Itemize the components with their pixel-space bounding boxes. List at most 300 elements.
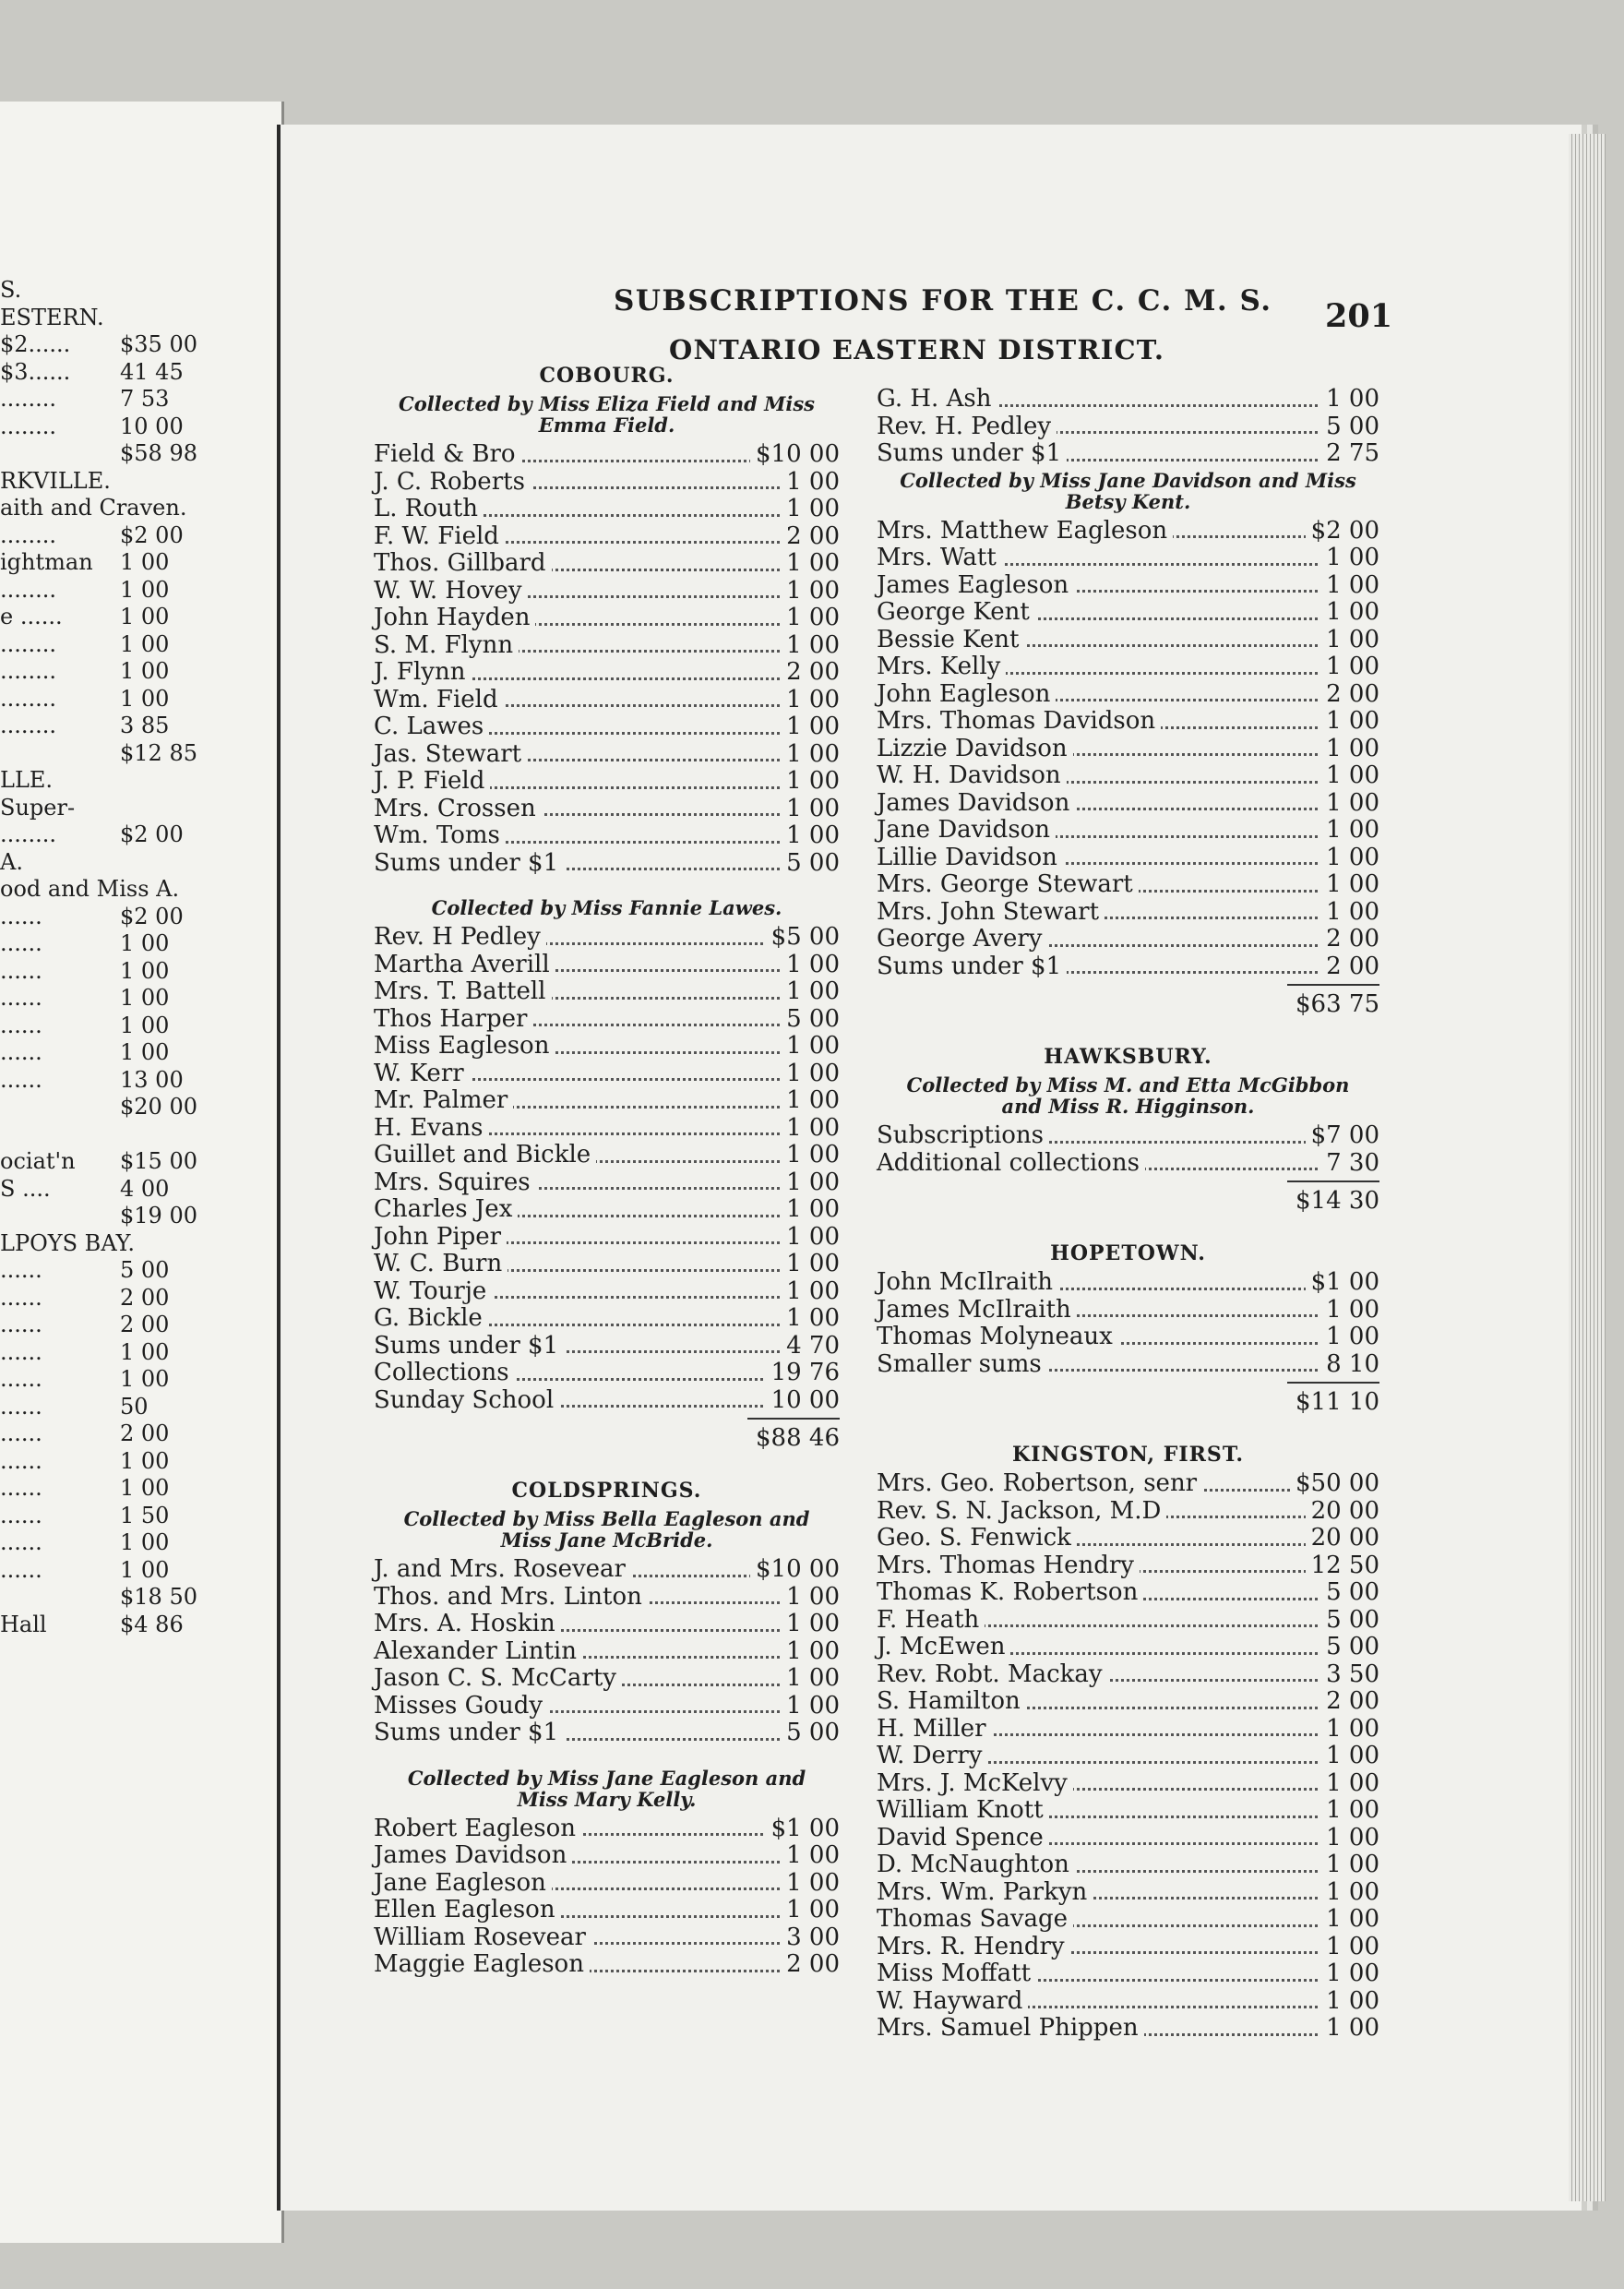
- subscriber-name: Guillet and Bickle: [374, 1142, 596, 1169]
- amount: 1 00: [1320, 545, 1379, 572]
- amount: 1 00: [781, 469, 840, 497]
- fragment-text: ......: [0, 1284, 42, 1311]
- amount: 2 00: [781, 659, 840, 687]
- fragment-text: RKVILLE.: [0, 467, 111, 494]
- list-item: [374, 523, 840, 551]
- amount: 1 00: [781, 1278, 840, 1306]
- amount: 1 00: [781, 605, 840, 632]
- subscriber-name: W. C. Burn: [374, 1251, 508, 1278]
- list-item: [374, 469, 840, 497]
- list-item: [374, 741, 840, 769]
- list-item: [877, 1470, 1379, 1498]
- section-title: KINGSTON, FIRST.: [1011, 1443, 1245, 1467]
- amount: 1 00: [781, 1665, 840, 1693]
- list-item: [374, 441, 840, 469]
- amount: 1 00: [781, 1897, 840, 1924]
- amount: 1 00: [781, 1087, 840, 1115]
- fragment-text: A.: [0, 848, 23, 875]
- fragment-amount: 7 53: [120, 386, 170, 412]
- list-item: [877, 386, 1379, 413]
- amount: 20 00: [1306, 1498, 1379, 1526]
- fragment-text: ood and Miss A.: [0, 876, 180, 902]
- subscriber-name: Charles Jex: [374, 1196, 518, 1224]
- subscriber-name: Collections: [374, 1360, 515, 1387]
- fragment-amount: 1 00: [120, 630, 170, 657]
- fragment-amount: 1 00: [120, 1529, 170, 1555]
- fragment-text: ......: [0, 1066, 42, 1093]
- amount: 2 00: [1320, 953, 1379, 981]
- list-item: [374, 1638, 840, 1666]
- fragment-text: ......: [0, 1475, 42, 1501]
- fragment-text: ociat'n: [0, 1148, 76, 1174]
- subscriber-name: Jason C. S. McCarty: [374, 1665, 622, 1693]
- amount: 12 50: [1306, 1552, 1379, 1580]
- amount: 1 00: [1320, 1324, 1379, 1351]
- subscriber-name: Mrs. Geo. Robertson, senr: [877, 1470, 1202, 1498]
- fragment-amount: 2 00: [120, 1312, 170, 1337]
- subscriber-name: Mrs. Squires: [374, 1169, 536, 1197]
- subscriber-name: Mr. Palmer: [374, 1087, 513, 1115]
- list-item: [374, 1033, 840, 1061]
- list-item: [374, 1870, 840, 1898]
- amount: 3 50: [1320, 1661, 1379, 1689]
- spacer: [374, 877, 840, 895]
- running-head: SUBSCRIPTIONS FOR THE C. C. M. S.: [614, 284, 1272, 318]
- section-title: COBOURG.: [539, 364, 675, 388]
- subscriber-name: Sums under $1: [877, 440, 1067, 468]
- amount: 7 30: [1320, 1150, 1379, 1178]
- subscriber-name: Rev. S. N. Jackson, M.D: [877, 1498, 1166, 1526]
- subscriber-name: Mrs. Thomas Davidson: [877, 708, 1161, 736]
- subscriber-name: John McIlraith: [877, 1269, 1058, 1297]
- spacer: [374, 1456, 840, 1475]
- list-item: [374, 768, 840, 796]
- amount: $5 00: [766, 924, 840, 952]
- amount: 1 00: [781, 1693, 840, 1720]
- amount: 1 00: [1320, 1879, 1379, 1907]
- subscriber-name: Mrs. Watt: [877, 545, 1002, 572]
- subscriber-name: Additional collections: [877, 1150, 1145, 1178]
- amount: 1 00: [1320, 762, 1379, 790]
- fragment-text: ......: [0, 1366, 42, 1392]
- subscriber-name: Mrs. T. Battell: [374, 978, 552, 1006]
- list-item: [877, 817, 1379, 845]
- subscriber-name: John Piper: [374, 1224, 507, 1252]
- subscriber-name: Lizzie Davidson: [877, 736, 1073, 763]
- fragment-text: ........: [0, 685, 57, 712]
- subscriber-name: Miss Moffatt: [877, 1960, 1036, 1988]
- fragment-text: ........: [0, 658, 57, 684]
- subscriber-name: S. M. Flynn: [374, 632, 519, 660]
- fragment-amount: 2 00: [120, 1420, 170, 1446]
- subscriber-name: Sums under $1: [374, 1720, 564, 1747]
- list-item: [877, 1525, 1379, 1552]
- list-item: [877, 1743, 1379, 1770]
- list-item: [374, 1924, 840, 1952]
- fragment-text: ......: [0, 1257, 42, 1283]
- list-item: [877, 1607, 1379, 1635]
- list-item: [374, 1224, 840, 1252]
- fragment-amount: 3 85: [120, 713, 170, 738]
- subscriber-name: James Davidson: [374, 1842, 572, 1870]
- amount: $7 00: [1306, 1122, 1379, 1150]
- amount: 1 00: [781, 1196, 840, 1224]
- fragment-amount: 50: [120, 1393, 149, 1420]
- subscriber-name: Sunday School: [374, 1387, 559, 1415]
- fragment-text: ......: [0, 957, 42, 984]
- fragment-amount: $19 00: [120, 1203, 197, 1228]
- fragment-amount: $2 00: [120, 821, 184, 847]
- subscriber-name: H. Evans: [374, 1115, 488, 1143]
- amount: 1 00: [781, 1061, 840, 1088]
- fragment-text: e ......: [0, 604, 63, 629]
- list-item: [877, 2015, 1379, 2043]
- fragment-text: ........: [0, 413, 57, 439]
- collector-note: Collected by Miss Bella Eagleson and Miss Jane McBride.: [403, 1507, 810, 1552]
- amount: 1 00: [781, 687, 840, 714]
- amount: 1 00: [781, 1842, 840, 1870]
- amount: 1 00: [781, 796, 840, 823]
- fragment-amount: 2 00: [120, 1284, 170, 1311]
- fragment-text: ......: [0, 1556, 42, 1583]
- subscriber-name: J. and Mrs. Rosevear: [374, 1556, 631, 1584]
- list-item: [877, 1688, 1379, 1716]
- section-title: HOPETOWN.: [1050, 1241, 1206, 1265]
- list-item: [374, 796, 840, 823]
- list-item: [374, 1556, 840, 1584]
- list-item: [374, 605, 840, 632]
- list-item: [374, 687, 840, 714]
- fragment-text: ......: [0, 1529, 42, 1555]
- fragment-amount: 5 00: [120, 1257, 170, 1283]
- amount: 1 00: [1320, 653, 1379, 681]
- fragment-text: $2......: [0, 331, 71, 357]
- amount: 1 00: [1320, 1743, 1379, 1770]
- fragment-text: LPOYS BAY.: [0, 1229, 136, 1256]
- list-item: [877, 1825, 1379, 1852]
- fragment-text: ........: [0, 821, 57, 847]
- list-item: [374, 1387, 840, 1415]
- collector-note: Collected by Miss Eliza Field and Miss Emma Field.: [398, 392, 816, 437]
- amount: 1 00: [1320, 1852, 1379, 1879]
- subscriber-name: Misses Goudy: [374, 1693, 548, 1720]
- amount: 3 00: [781, 1924, 840, 1952]
- list-item: [374, 978, 840, 1006]
- subscriber-name: Mrs. George Stewart: [877, 871, 1139, 899]
- list-item: [374, 1611, 840, 1638]
- subscriber-name: W. Hayward: [877, 1988, 1028, 2016]
- subscriber-name: John Eagleson: [877, 681, 1056, 709]
- list-item: [374, 578, 840, 605]
- amount: 1 00: [781, 1115, 840, 1143]
- fragment-amount: 4 00: [120, 1175, 170, 1202]
- subscriber-name: Jane Eagleson: [374, 1870, 552, 1898]
- subscriber-name: W. Derry: [877, 1743, 988, 1770]
- list-item: [877, 871, 1379, 899]
- fragment-text: aith and Craven.: [0, 495, 187, 521]
- fragment-text: S ....: [0, 1175, 51, 1202]
- subscriber-name: William Knott: [877, 1797, 1049, 1825]
- subscriber-name: J. C. Roberts: [374, 469, 531, 497]
- amount: 1 00: [781, 978, 840, 1006]
- list-item: [877, 1852, 1379, 1879]
- fragment-amount: $4 86: [120, 1611, 184, 1637]
- subscriber-name: F. W. Field: [374, 523, 505, 551]
- subscriber-name: W. W. Hovey: [374, 578, 528, 605]
- amount: $10 00: [750, 441, 840, 469]
- subscriber-name: S. Hamilton: [877, 1688, 1026, 1716]
- subscriber-name: F. Heath: [877, 1607, 985, 1635]
- fragment-amount: $2 00: [120, 903, 184, 929]
- amount: 5 00: [781, 1006, 840, 1034]
- subscriber-name: William Rosevear: [374, 1924, 591, 1952]
- fragment-text: ......: [0, 1338, 42, 1365]
- list-item: [877, 1716, 1379, 1744]
- list-item: [374, 1816, 840, 1843]
- subscriber-name: Jane Davidson: [877, 817, 1056, 845]
- fragment-text: ......: [0, 1312, 42, 1337]
- spacer: [877, 1219, 1379, 1238]
- amount: $50 00: [1290, 1470, 1379, 1498]
- amount: 2 00: [781, 523, 840, 551]
- fragment-amount: $35 00: [120, 331, 197, 357]
- list-item: [374, 1196, 840, 1224]
- amount: 1 00: [1320, 899, 1379, 927]
- fragment-amount: 41 45: [120, 358, 184, 385]
- list-item: [374, 1142, 840, 1169]
- amount: 1 00: [781, 1251, 840, 1278]
- list-item: [877, 1661, 1379, 1689]
- fragment-text: S.: [0, 277, 22, 303]
- subscriber-name: Mrs. Matthew Eagleson: [877, 518, 1173, 545]
- fragment-text: Super-: [0, 794, 76, 821]
- fragment-amount: 1 00: [120, 658, 170, 684]
- fragment-amount: 1 00: [120, 985, 170, 1011]
- fragment-amount: $20 00: [120, 1094, 197, 1120]
- list-item: [374, 1087, 840, 1115]
- subscriber-name: Thos. and Mrs. Linton: [374, 1584, 648, 1612]
- amount: 1 00: [1320, 1825, 1379, 1852]
- list-item: [374, 1305, 840, 1333]
- amount: 1 00: [1320, 1297, 1379, 1324]
- page-number: 201: [1325, 297, 1393, 335]
- subscriber-name: James Eagleson: [877, 572, 1074, 600]
- list-item: [877, 599, 1379, 627]
- fragment-amount: 1 00: [120, 1556, 170, 1583]
- subscriber-name: Lillie Davidson: [877, 845, 1063, 872]
- amount: 2 00: [1320, 681, 1379, 709]
- list-item: [374, 1584, 840, 1612]
- amount: 1 00: [781, 741, 840, 769]
- section-total: $88 46: [756, 1424, 840, 1452]
- list-item: [877, 1122, 1379, 1150]
- list-item: [877, 440, 1379, 468]
- list-item: [877, 1634, 1379, 1661]
- list-item: [877, 1797, 1379, 1825]
- subscriber-name: Sums under $1: [877, 953, 1067, 981]
- list-item: [877, 653, 1379, 681]
- amount: 1 00: [781, 1033, 840, 1061]
- subscriber-name: Mrs. A. Hoskin: [374, 1611, 561, 1638]
- fragment-amount: 1 00: [120, 1338, 170, 1365]
- subscriber-name: Mrs. Kelly: [877, 653, 1006, 681]
- fragment-text: ......: [0, 1502, 42, 1528]
- fragment-amount: 1 00: [120, 1447, 170, 1474]
- list-item: [877, 1934, 1379, 1961]
- fragment-text: ......: [0, 1420, 42, 1446]
- list-item: [877, 545, 1379, 572]
- amount: 1 00: [1320, 2015, 1379, 2043]
- subscriber-name: Robert Eagleson: [374, 1816, 581, 1843]
- fragment-amount: 1 00: [120, 1366, 170, 1392]
- list-item: [374, 659, 840, 687]
- list-item: [374, 850, 840, 878]
- fragment-amount: 1 00: [120, 685, 170, 712]
- collector-note: Collected by Miss M. and Etta McGibbon and Miss R. Higginson.: [906, 1073, 1350, 1118]
- list-item: [374, 1951, 840, 1979]
- section-total: $14 30: [1296, 1187, 1379, 1215]
- list-item: [374, 822, 840, 850]
- list-item: [374, 1061, 840, 1088]
- subscriber-name: Smaller sums: [877, 1351, 1047, 1379]
- amount: 5 00: [781, 850, 840, 878]
- spacer: [877, 1420, 1379, 1439]
- amount: 1 00: [1320, 386, 1379, 413]
- list-item: [877, 681, 1379, 709]
- amount: $10 00: [750, 1556, 840, 1584]
- subscriber-name: James McIlraith: [877, 1297, 1077, 1324]
- amount: 1 00: [1320, 790, 1379, 818]
- fragment-text: ......: [0, 1012, 42, 1038]
- list-item: [877, 1498, 1379, 1526]
- fragment-text: ........: [0, 630, 57, 657]
- amount: 1 00: [1320, 1960, 1379, 1988]
- list-item: [877, 1770, 1379, 1798]
- subscriber-name: C. Lawes: [374, 713, 489, 741]
- subscriber-name: D. McNaughton: [877, 1852, 1075, 1879]
- amount: 10 00: [766, 1387, 840, 1415]
- section-total: $63 75: [1296, 990, 1379, 1018]
- subscriber-name: Maggie Eagleson: [374, 1951, 590, 1979]
- fragment-amount: $58 98: [120, 440, 197, 466]
- left-page: [0, 102, 284, 2243]
- amount: $1 00: [1306, 1269, 1379, 1297]
- fragment-amount: $15 00: [120, 1148, 197, 1174]
- list-item: [374, 1720, 840, 1747]
- list-item: [877, 1351, 1379, 1379]
- collector-note: Collected by Miss Jane Davidson and Miss Betsy Kent.: [900, 468, 1356, 513]
- fragment-amount: $12 85: [120, 739, 197, 766]
- subscriber-name: Rev. H Pedley: [374, 924, 546, 952]
- list-item: [374, 632, 840, 660]
- amount: 1 00: [781, 578, 840, 605]
- subscriber-name: W. H. Davidson: [877, 762, 1067, 790]
- list-item: [877, 1150, 1379, 1178]
- amount: 5 00: [1320, 1634, 1379, 1661]
- fragment-text: ESTERN.: [0, 304, 104, 330]
- fragment-amount: 1 00: [120, 549, 170, 575]
- subscriber-name: George Kent: [877, 599, 1035, 627]
- fragment-text: ........: [0, 521, 57, 548]
- amount: 1 00: [781, 1584, 840, 1612]
- column-right: [877, 386, 1379, 2043]
- amount: 5 00: [1320, 1607, 1379, 1635]
- list-item: [374, 1360, 840, 1387]
- subscriber-name: George Avery: [877, 926, 1047, 953]
- collector-note: Collected by Miss Jane Eagleson and Miss Mary Kelly.: [407, 1766, 806, 1811]
- list-item: [877, 1552, 1379, 1580]
- list-item: [877, 1297, 1379, 1324]
- fragment-text: LLE.: [0, 767, 54, 793]
- subscriber-name: W. Tourje: [374, 1278, 492, 1306]
- list-item: [374, 1006, 840, 1034]
- section-title: HAWKSBURY.: [1044, 1045, 1212, 1069]
- amount: 1 00: [781, 1611, 840, 1638]
- section-title: COLDSPRINGS.: [511, 1479, 702, 1503]
- subscriber-name: Thos Harper: [374, 1006, 532, 1034]
- amount: 2 00: [1320, 926, 1379, 953]
- amount: 1 00: [1320, 1797, 1379, 1825]
- amount: 1 00: [781, 1870, 840, 1898]
- amount: 1 00: [1320, 1988, 1379, 2016]
- amount: 4 70: [781, 1333, 840, 1360]
- list-item: [877, 899, 1379, 927]
- subscriber-name: Mrs. John Stewart: [877, 899, 1105, 927]
- amount: 1 00: [1320, 845, 1379, 872]
- subscriber-name: Sums under $1: [374, 1333, 564, 1360]
- list-item: [877, 762, 1379, 790]
- fragment-amount: $2 00: [120, 521, 184, 548]
- column-left: [374, 360, 840, 1979]
- amount: 1 00: [1320, 871, 1379, 899]
- amount: 1 00: [1320, 708, 1379, 736]
- subscriber-name: James Davidson: [877, 790, 1075, 818]
- fragment-amount: 1 00: [120, 1012, 170, 1038]
- subscriber-name: J. McEwen: [877, 1634, 1010, 1661]
- subscriber-name: Mrs. Samuel Phippen: [877, 2015, 1144, 2043]
- list-item: [877, 926, 1379, 953]
- amount: 5 00: [781, 1720, 840, 1747]
- amount: 2 75: [1320, 440, 1379, 468]
- list-item: [877, 953, 1379, 981]
- amount: $1 00: [766, 1816, 840, 1843]
- amount: 1 00: [1320, 572, 1379, 600]
- list-item: [374, 1842, 840, 1870]
- amount: 1 00: [781, 632, 840, 660]
- subscriber-name: Geo. S. Fenwick: [877, 1525, 1077, 1552]
- amount: 1 00: [1320, 736, 1379, 763]
- subscriber-name: Thos. Gillbard: [374, 550, 552, 578]
- subscriber-name: L. Routh: [374, 496, 484, 523]
- subscriber-name: Mrs. J. McKelvy: [877, 1770, 1073, 1798]
- fragment-amount: 1 00: [120, 957, 170, 984]
- fragment-text: Hall: [0, 1611, 47, 1637]
- amount: 1 00: [781, 952, 840, 979]
- list-item: [374, 496, 840, 523]
- fragment-text: ......: [0, 985, 42, 1011]
- list-item: [374, 1693, 840, 1720]
- subscriber-name: H. Miller: [877, 1716, 992, 1744]
- fragment-amount: 13 00: [120, 1066, 184, 1093]
- list-item: [374, 1897, 840, 1924]
- amount: 1 00: [781, 550, 840, 578]
- subscriber-name: Mrs. R. Hendry: [877, 1934, 1070, 1961]
- amount: 1 00: [1320, 1716, 1379, 1744]
- subscriber-name: Ellen Eagleson: [374, 1897, 561, 1924]
- fragment-amount: $18 50: [120, 1584, 197, 1610]
- subscriber-name: Thomas Savage: [877, 1906, 1073, 1934]
- fragment-amount: 1 00: [120, 930, 170, 956]
